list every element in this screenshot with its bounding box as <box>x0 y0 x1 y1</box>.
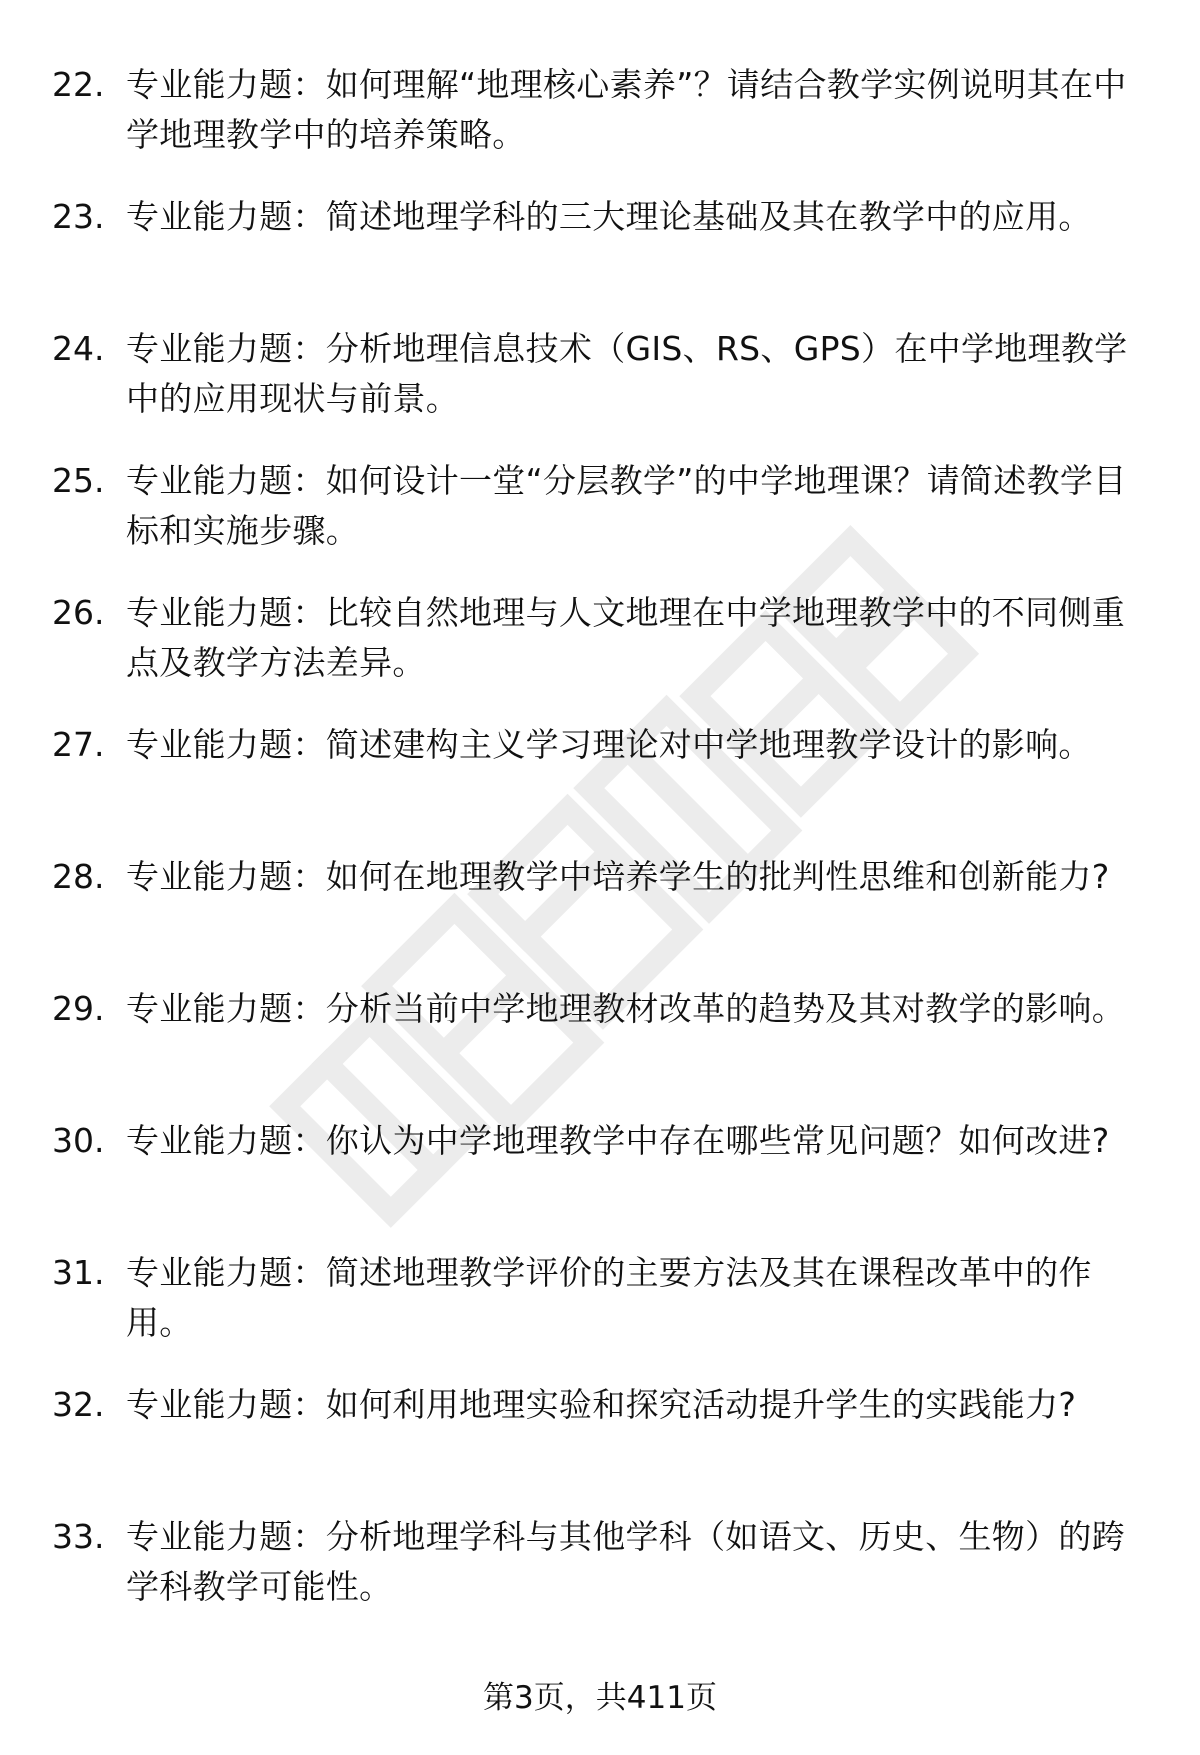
question-item <box>52 1512 1152 1644</box>
question-number: 32. <box>52 1385 105 1424</box>
question-text: 专业能力题：比较自然地理与人文地理在中学地理教学中的不同侧重点及教学方法差异。 <box>126 593 1125 682</box>
question-number: 24. <box>52 329 105 368</box>
question-text: 专业能力题：简述建构主义学习理论对中学地理教学设计的影响。 <box>126 725 1092 764</box>
question-item <box>52 984 1152 1116</box>
question-number: 28. <box>52 857 105 896</box>
question-item <box>52 192 1152 324</box>
question-text: 专业能力题：你认为中学地理教学中存在哪些常见问题？如何改进? <box>126 1121 1110 1160</box>
question-text: 专业能力题：分析地理信息技术（GIS、RS、GPS）在中学地理教学中的应用现状与前景。 <box>126 329 1128 418</box>
question-number: 30. <box>52 1121 105 1160</box>
question-number: 27. <box>52 725 105 764</box>
question-number: 25. <box>52 461 105 500</box>
question-item <box>52 1380 1152 1512</box>
question-number: 29. <box>52 989 105 1028</box>
question-number: 23. <box>52 197 105 236</box>
question-number: 22. <box>52 65 105 104</box>
question-list <box>52 60 1152 1644</box>
question-item <box>52 1248 1152 1380</box>
question-item <box>52 588 1152 720</box>
question-text: 专业能力题：如何理解“地理核心素养”？请结合教学实例说明其在中学地理教学中的培养策略。 <box>126 65 1127 154</box>
question-text: 专业能力题：分析地理学科与其他学科（如语文、历史、生物）的跨学科教学可能性。 <box>126 1517 1125 1606</box>
question-number: 26. <box>52 593 105 632</box>
page-footer: 第3页，共411页 <box>483 1680 717 1716</box>
question-text: 专业能力题：简述地理学科的三大理论基础及其在教学中的应用。 <box>126 197 1092 236</box>
question-item <box>52 720 1152 852</box>
question-item <box>52 324 1152 456</box>
question-number: 33. <box>52 1517 105 1556</box>
question-text: 专业能力题：如何在地理教学中培养学生的批判性思维和创新能力? <box>126 857 1110 896</box>
question-text: 专业能力题：简述地理教学评价的主要方法及其在课程改革中的作用。 <box>126 1253 1092 1342</box>
question-item <box>52 60 1152 192</box>
question-item <box>52 456 1152 588</box>
question-item <box>52 852 1152 984</box>
question-text: 专业能力题：分析当前中学地理教材改革的趋势及其对教学的影响。 <box>126 989 1125 1028</box>
question-text: 专业能力题：如何利用地理实验和探究活动提升学生的实践能力? <box>126 1385 1077 1424</box>
question-text: 专业能力题：如何设计一堂“分层教学”的中学地理课？请简述教学目标和实施步骤。 <box>126 461 1127 550</box>
question-number: 31. <box>52 1253 105 1292</box>
question-item <box>52 1116 1152 1248</box>
